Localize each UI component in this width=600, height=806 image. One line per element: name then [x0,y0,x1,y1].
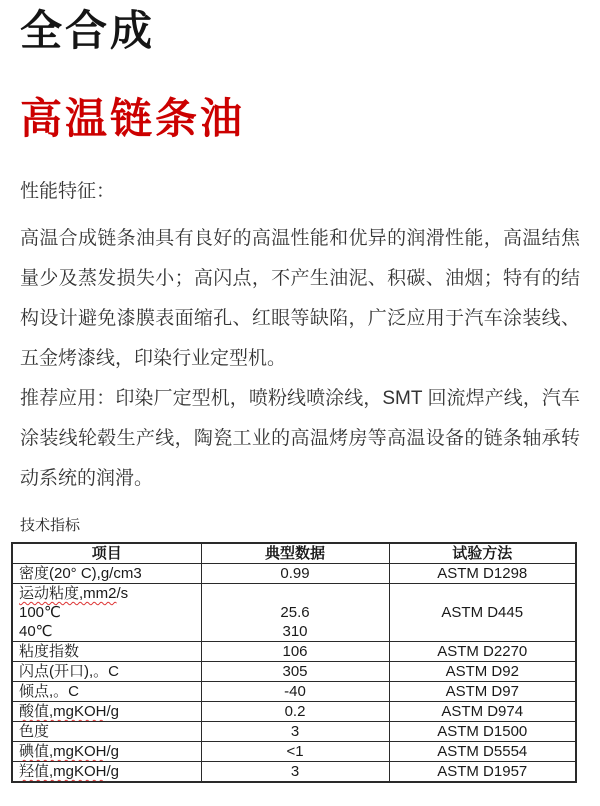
item-cell: 色度 [12,722,201,742]
table-row-density [12,564,576,584]
value-cell: 0.2 [201,702,389,722]
spellcheck-wavy-text: 碘值,mgKOH [19,743,107,760]
item-cell: 羟值,mgKOH/g [12,762,201,783]
header-item: 项目 [12,543,201,564]
item-cell [12,584,201,642]
method-cell: ASTM D974 [389,702,576,722]
viscosity-100c-label: 100℃ [19,604,61,621]
value-cell [201,584,389,642]
spellcheck-wavy-text: 羟值,mgKOH [19,763,107,780]
method-cell: ASTM D1298 [389,564,576,584]
value-cell: 3 [201,722,389,742]
viscosity-40c-value: 310 [282,623,308,640]
header-test-method: 试验方法 [389,543,576,564]
recommended-use-paragraph: 推荐应用：印染厂定型机，喷粉线喷涂线，SMT 回流焊产线，汽车涂装线轮毂生产线，陶瓷工业的高温烤房等高温设备的链条轴承转动系统的润滑。 [20,388,580,489]
method-cell: ASTM D445 [389,584,576,642]
value-cell: 305 [201,662,389,682]
method-cell: ASTM D97 [389,682,576,702]
spellcheck-wavy-text: 运动粘度,mm2 [19,585,117,602]
method-cell: ASTM D5554 [389,742,576,762]
table-row-pour-point [12,682,576,702]
empty-line [208,584,383,603]
product-title: 高温链条油 [20,95,246,142]
viscosity-label-line: 运动粘度,mm2/s [19,585,129,602]
value-cell: 3 [201,762,389,783]
table-row-hydroxyl-value [12,762,576,783]
spec-table [11,542,577,783]
table-row-iodine-value [12,742,576,762]
item-cell: 粘度指数 [12,642,201,662]
performance-heading: 性能特征： [20,181,116,202]
value-cell: 106 [201,642,389,662]
value-cell: -40 [201,682,389,702]
item-cell: 密度(20° C),g/cm3 [12,564,201,584]
spec-table-heading: 技术指标 [20,517,81,534]
method-cell: ASTM D1500 [389,722,576,742]
spellcheck-wavy-text: 酸值,mgKOH [19,703,107,720]
viscosity-40c-label: 40℃ [19,623,53,640]
table-header-row [12,543,576,564]
item-cell: 闪点(开口),。C [12,662,201,682]
table-row-viscosity [12,584,576,642]
item-cell: 酸值,mgKOH/g [12,702,201,722]
table-row-acid-value [12,702,576,722]
method-cell: ASTM D1957 [389,762,576,783]
method-cell: ASTM D92 [389,662,576,682]
item-cell: 倾点,。C [12,682,201,702]
viscosity-100c-value: 25.6 [280,604,310,621]
header-typical-data: 典型数据 [201,543,389,564]
item-cell: 碘值,mgKOH/g [12,742,201,762]
table-row-color [12,722,576,742]
page-title: 全合成 [20,7,156,54]
value-cell: 0.99 [201,564,389,584]
method-cell: ASTM D2270 [389,642,576,662]
value-cell: <1 [201,742,389,762]
table-row-flash-point [12,662,576,682]
performance-paragraph: 高温合成链条油具有良好的高温性能和优异的润滑性能，高温结焦量少及蒸发损失小；高闪点，不产生油泥、积碳、油烟；特有的结构设计避免漆膜表面缩孔、红眼等缺陷，广泛应用于汽车涂装线、五金烤漆线，印染行业定型机。 [20,228,580,369]
table-row-viscosity-index [12,642,576,662]
document-page [0,6,600,783]
